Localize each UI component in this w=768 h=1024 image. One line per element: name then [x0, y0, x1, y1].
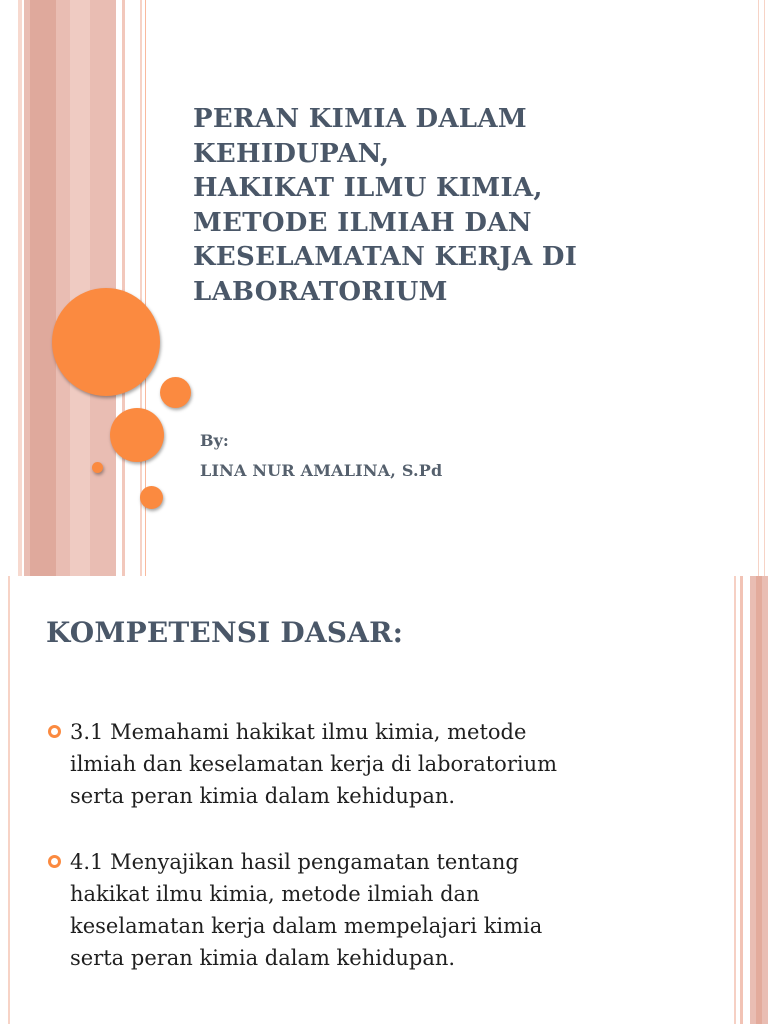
- by-label: By:: [200, 431, 229, 450]
- bullet-line: 3.1 Memahami hakikat ilmu kimia, metode: [70, 720, 527, 744]
- bullet-line: 4.1 Menyajikan hasil pengamatan tentang: [70, 850, 519, 874]
- title-line: KESELAMATAN KERJA DI: [193, 242, 578, 272]
- bullet-line: serta peran kimia dalam kehidupan.: [70, 784, 456, 808]
- bullet-line: ilmiah dan keselamatan kerja di laboratorium: [70, 752, 558, 776]
- decorative-line: [8, 576, 10, 1024]
- title-line: HAKIKAT ILMU KIMIA,: [193, 173, 543, 203]
- decorative-stripe: [18, 0, 22, 576]
- author-block: [200, 430, 442, 482]
- orange-circle-icon: [52, 288, 160, 396]
- decorative-line: [740, 576, 743, 1024]
- title-line: PERAN KIMIA DALAM: [193, 104, 527, 134]
- title-line: KEHIDUPAN,: [193, 138, 390, 169]
- orange-circle-icon: [92, 462, 103, 473]
- decorative-stripe: [30, 0, 56, 576]
- decorative-line: [758, 0, 759, 576]
- bullet-line: serta peran kimia dalam kehidupan.: [70, 946, 456, 970]
- author-name: LINA NUR AMALINA, S.Pd: [200, 461, 443, 480]
- ring-bullet-icon: [48, 855, 61, 868]
- decorative-line: [122, 0, 125, 576]
- decorative-line: [734, 576, 736, 1024]
- decorative-stripe: [756, 576, 762, 1024]
- content-slide: [0, 576, 768, 1024]
- slide-title: [193, 102, 713, 309]
- bullet-list: [46, 716, 686, 974]
- orange-circle-icon: [140, 486, 163, 509]
- title-line: METODE ILMIAH DAN: [193, 207, 532, 238]
- orange-circle-icon: [160, 377, 191, 408]
- list-item: [46, 716, 686, 812]
- decorative-line: [764, 0, 765, 576]
- list-item: [46, 846, 686, 974]
- ring-bullet-icon: [48, 725, 61, 738]
- bullet-line: hakikat ilmu kimia, metode ilmiah dan: [70, 882, 480, 906]
- orange-circle-icon: [110, 408, 164, 462]
- title-line: LABORATORIUM: [193, 276, 448, 307]
- decorative-stripe: [70, 0, 90, 576]
- slide-heading: KOMPETENSI DASAR:: [46, 616, 404, 649]
- bullet-line: keselamatan kerja dalam mempelajari kimia: [70, 914, 543, 938]
